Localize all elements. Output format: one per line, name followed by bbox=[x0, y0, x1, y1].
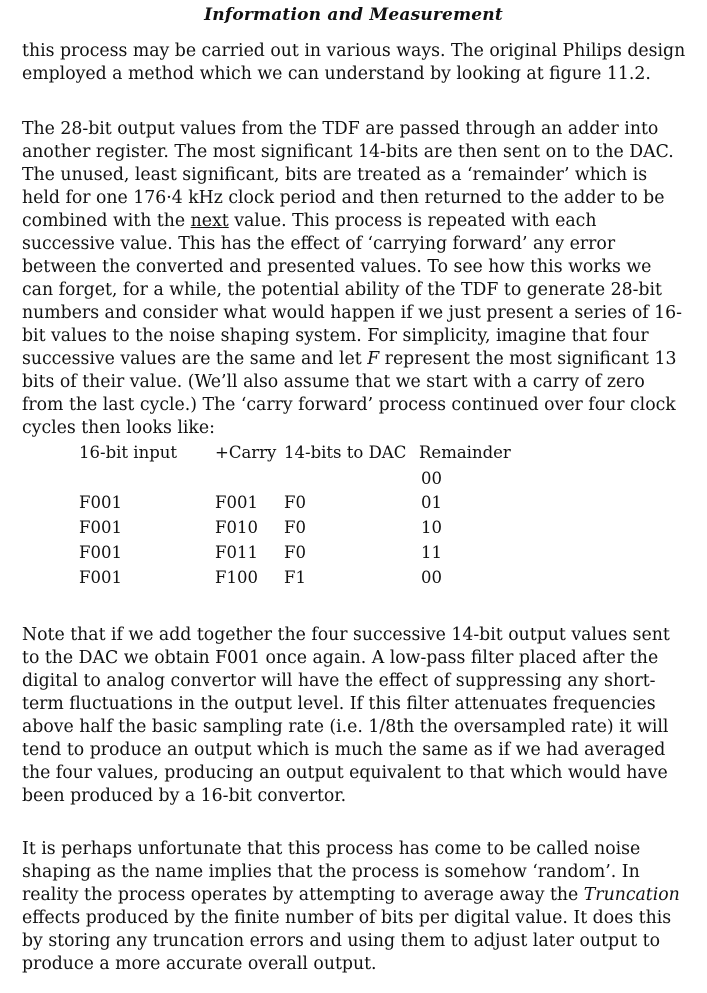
running-header: Information and Measurement bbox=[204, 5, 503, 25]
text-line: The 28-bit output values from the TDF are passed through an adder into bbox=[22, 119, 659, 139]
table-cell: F010 bbox=[215, 518, 258, 537]
paragraph-intro bbox=[22, 40, 686, 86]
text-line: shaping as the name implies that the process is somehow ‘random’. In bbox=[22, 862, 640, 882]
table-cell: F001 bbox=[79, 493, 122, 512]
table-cell: 01 bbox=[421, 493, 442, 512]
text-span: successive values are the same and let bbox=[22, 349, 368, 369]
text-line: successive value. This has the effect of ‘carrying forward’ any error bbox=[22, 234, 616, 254]
text-line: this process may be carried out in various ways. The original Philips design bbox=[22, 41, 686, 61]
table-cell: 11 bbox=[421, 543, 442, 562]
text-line: employed a method which we can understand by looking at figure 11.2. bbox=[22, 64, 651, 84]
italic-term: Truncation bbox=[583, 885, 680, 905]
table-cell: F0 bbox=[284, 518, 306, 537]
text-line: bit values to the noise shaping system. For simplicity, imagine that four bbox=[22, 326, 649, 346]
table-header-remainder: Remainder bbox=[419, 443, 511, 462]
table-cell: F0 bbox=[284, 493, 306, 512]
table-cell: F001 bbox=[215, 493, 258, 512]
text-line: from the last cycle.) The ‘carry forward’ process continued over four clock bbox=[22, 395, 676, 415]
table-cell: F100 bbox=[215, 568, 258, 587]
text-line: another register. The most significant 14-bits are then sent on to the DAC. bbox=[22, 142, 674, 162]
table-initial-remainder: 00 bbox=[421, 469, 442, 488]
text-line: to the DAC we obtain F001 once again. A low-pass filter placed after the bbox=[22, 648, 659, 668]
table-cell: 10 bbox=[421, 518, 442, 537]
table-header-input: 16-bit input bbox=[79, 443, 178, 462]
paragraph-carry-forward bbox=[22, 118, 683, 440]
text-span: value. This process is repeated with each bbox=[228, 211, 597, 231]
text-line: bits of their value. (We’ll also assume that we start with a carry of zero bbox=[22, 372, 645, 392]
table-cell: F001 bbox=[79, 568, 122, 587]
text-span: reality the process operates by attempting to average away the bbox=[22, 885, 584, 905]
text-line: term fluctuations in the output level. If this filter attenuates frequencies bbox=[22, 694, 656, 714]
table-header-carry: +Carry bbox=[215, 443, 277, 462]
text-line: effects produced by the finite number of bits per digital value. It does this bbox=[22, 908, 672, 928]
table-cell: F011 bbox=[215, 543, 258, 562]
text-line: tend to produce an output which is much the same as if we had averaged bbox=[22, 740, 666, 760]
text-line: digital to analog convertor will have the effect of suppressing any short- bbox=[22, 671, 656, 691]
table-header-dac: 14-bits to DAC bbox=[284, 443, 407, 462]
text-line: It is perhaps unfortunate that this process has come to be called noise bbox=[22, 839, 641, 859]
text-line bbox=[22, 210, 650, 233]
text-line: The unused, least significant, bits are treated as a ‘remainder’ which is bbox=[22, 165, 648, 185]
text-line: numbers and consider what would happen if we just present a series of 16- bbox=[22, 303, 683, 323]
text-line bbox=[22, 348, 677, 371]
text-line: held for one 176·4 kHz clock period and then returned to the adder to be bbox=[22, 188, 665, 208]
table-cell: F001 bbox=[79, 543, 122, 562]
text-span: combined with the bbox=[22, 211, 191, 231]
text-line bbox=[22, 884, 680, 907]
table-cell: F001 bbox=[79, 518, 122, 537]
table-cell: F0 bbox=[284, 543, 306, 562]
text-line: by storing any truncation errors and using them to adjust later output to bbox=[22, 931, 661, 951]
text-line: above half the basic sampling rate (i.e. 1/8th the oversampled rate) it will bbox=[22, 717, 669, 737]
text-line: cycles then looks like: bbox=[22, 418, 215, 438]
carry-table bbox=[0, 441, 707, 597]
paragraph-low-pass bbox=[22, 624, 670, 808]
italic-variable: F bbox=[367, 349, 380, 369]
text-line: between the converted and presented values. To see how this works we bbox=[22, 257, 652, 277]
text-line: the four values, producing an output equivalent to that which would have bbox=[22, 763, 668, 783]
text-span: represent the most significant 13 bbox=[379, 349, 677, 369]
underlined-word: next bbox=[190, 211, 229, 231]
table-cell: F1 bbox=[284, 568, 306, 587]
text-line: can forget, for a while, the potential ability of the TDF to generate 28-bit bbox=[22, 280, 662, 300]
text-line: been produced by a 16-bit convertor. bbox=[22, 786, 347, 806]
text-line: produce a more accurate overall output. bbox=[22, 954, 377, 974]
table-cell: 00 bbox=[421, 568, 442, 587]
text-line: Note that if we add together the four successive 14-bit output values sent bbox=[22, 625, 670, 645]
paragraph-noise-shaping bbox=[22, 838, 680, 976]
